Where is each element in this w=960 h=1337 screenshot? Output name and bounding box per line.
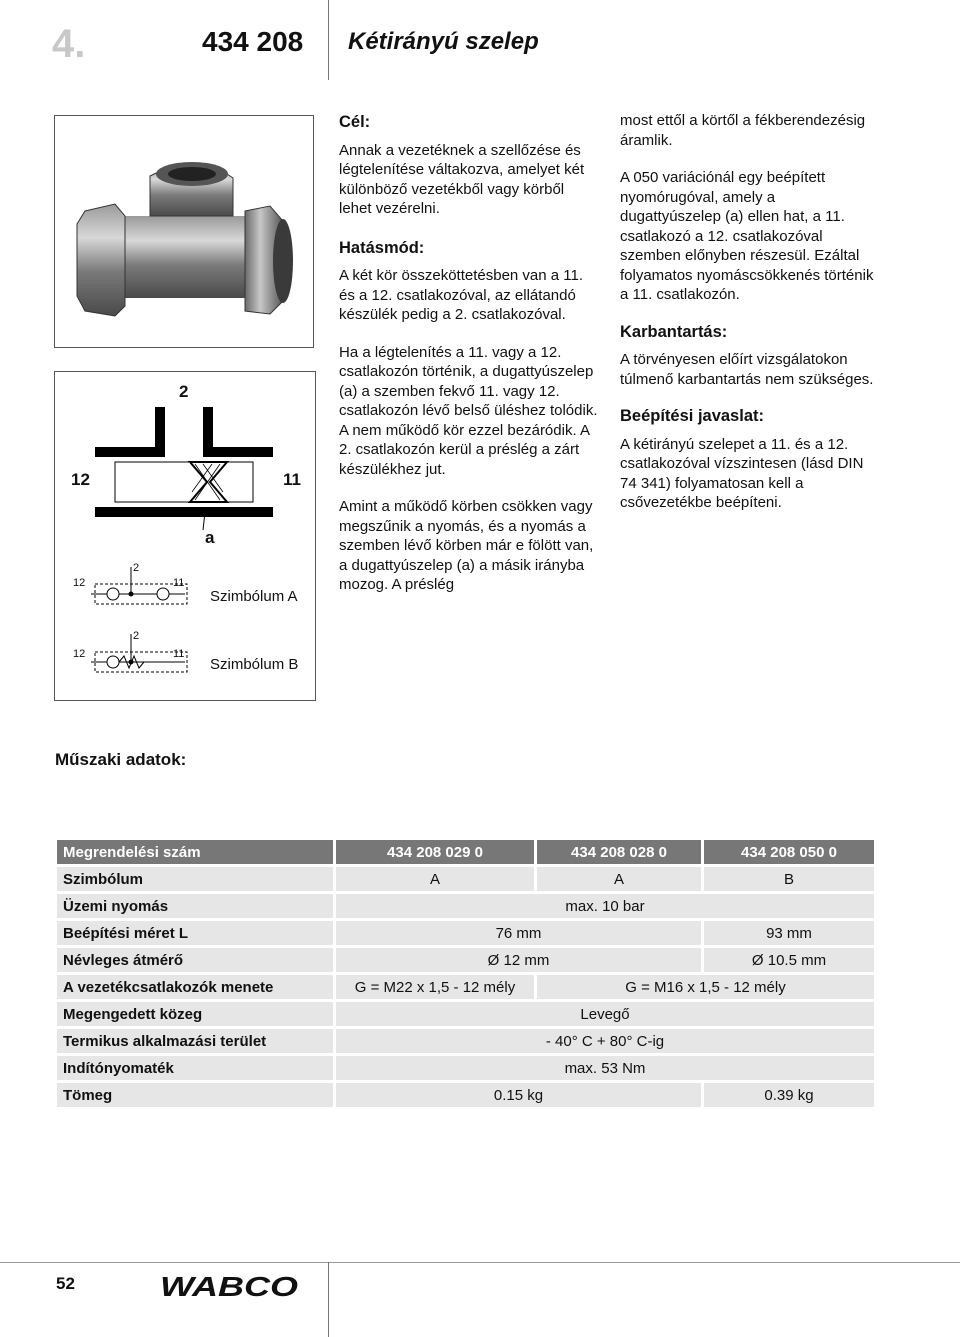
cell: max. 10 bar bbox=[336, 894, 874, 918]
cell: 0.39 kg bbox=[704, 1083, 874, 1107]
specs-table bbox=[54, 837, 877, 1110]
chapter-number: 4. bbox=[52, 22, 86, 66]
row-label: Névleges átmérő bbox=[57, 948, 333, 972]
header-cell: 434 208 028 0 bbox=[537, 840, 701, 864]
table-row bbox=[57, 840, 874, 864]
row-label: Megengedett közeg bbox=[57, 1002, 333, 1026]
symbol-b-port-12: 12 bbox=[73, 648, 86, 660]
symbol-a-port-11: 11 bbox=[173, 577, 185, 589]
operation-text-2: Ha a légtelenítés a 11. vagy a 12. csatlakozón történik, a dugattyúszelep (a) a szemben fekvő 11. vagy 12. csatlakozón lévő belső üléshez tolódik. A nem működő kör ezzel bezáródik. A 2. csatlakozón kerül a préslég a zárt készülékhez jut. bbox=[339, 343, 598, 478]
cell: G = M22 x 1,5 - 12 mély bbox=[336, 975, 534, 999]
cell: - 40° C + 80° C-ig bbox=[336, 1029, 874, 1053]
table-row bbox=[57, 894, 874, 918]
table-row bbox=[57, 867, 874, 891]
header-cell: 434 208 050 0 bbox=[704, 840, 874, 864]
middle-column bbox=[339, 113, 599, 613]
symbol-b-label: Szimbólum B bbox=[210, 656, 299, 673]
symbol-a-port-2: 2 bbox=[133, 562, 140, 574]
purpose-text: Annak a vezetéknek a szellőzése és légtelenítése váltakozva, amelyet két különböző vezetékből vagy körből lehet vezérelni. bbox=[339, 141, 585, 217]
footer-vertical-divider bbox=[328, 1262, 329, 1337]
cell: G = M16 x 1,5 - 12 mély bbox=[537, 975, 874, 999]
cell: A bbox=[336, 867, 534, 891]
maintenance-text: A törvényesen előírt vizsgálatokon túlmenő karbantartás nem szükséges. bbox=[620, 351, 874, 388]
port-11-label: 11 bbox=[283, 470, 301, 489]
cell: Ø 10.5 mm bbox=[704, 948, 874, 972]
operation-text-3: Amint a működő körben csökken vagy megszűnik a nyomás, és a nyomás a szemben lévő körben már e fölött van, a dugattyúszelep (a) a másik irányba mozog. A préslég bbox=[339, 498, 594, 593]
table-row bbox=[57, 948, 874, 972]
footer-divider bbox=[0, 1262, 960, 1263]
row-label: A vezetékcsatlakozók menete bbox=[57, 975, 333, 999]
header-divider bbox=[328, 0, 329, 80]
port-12-label: 12 bbox=[71, 470, 90, 489]
installation-text: A kétirányú szelepet a 11. és a 12. csatlakozóval vízszintesen (lásd DIN 74 341) folyamatosan kell a csővezetékbe beépíteni. bbox=[620, 435, 864, 511]
symbol-a-port-12: 12 bbox=[73, 577, 86, 589]
table-row bbox=[57, 975, 874, 999]
cell: B bbox=[704, 867, 874, 891]
symbol-b-port-2: 2 bbox=[133, 630, 140, 642]
table-row bbox=[57, 1083, 874, 1107]
page-title: Kétirányú szelep bbox=[348, 28, 539, 55]
specs-heading: Műszaki adatok: bbox=[55, 750, 187, 769]
row-label: Üzemi nyomás bbox=[57, 894, 333, 918]
maintenance-heading: Karbantartás: bbox=[620, 322, 728, 341]
cell: 93 mm bbox=[704, 921, 874, 945]
purpose-heading: Cél: bbox=[339, 113, 371, 131]
right-column bbox=[620, 111, 880, 531]
table-row bbox=[57, 1056, 874, 1080]
valve-photo-image bbox=[55, 116, 313, 347]
variant-text: A 050 variációnál egy beépített nyomórugóval, amely a dugattyúszelep (a) ellen hat, a 11. csatlakozó a 12. csatlakozóval szemben előnyben részesül. Ezáltal folyamatos nyomáscsökkenés történik a 11. csatlakozón. bbox=[620, 169, 874, 303]
row-label: Termikus alkalmazási terület bbox=[57, 1029, 333, 1053]
row-label: Indítónyomaték bbox=[57, 1056, 333, 1080]
cell: 0.15 kg bbox=[336, 1083, 701, 1107]
symbol-a-label: Szimbólum A bbox=[210, 588, 298, 605]
cell: A bbox=[537, 867, 701, 891]
header-label: Megrendelési szám bbox=[57, 840, 333, 864]
table-row bbox=[57, 1029, 874, 1053]
cell: Ø 12 mm bbox=[336, 948, 701, 972]
piston-label-a: a bbox=[205, 528, 215, 547]
schematic-diagram bbox=[54, 371, 316, 701]
cell: Levegő bbox=[336, 1002, 874, 1026]
row-label: Szimbólum bbox=[57, 867, 333, 891]
installation-heading: Beépítési javaslat: bbox=[620, 407, 764, 425]
port-2-label: 2 bbox=[179, 382, 189, 401]
logo-text: WABCO bbox=[160, 1271, 299, 1301]
cell: max. 53 Nm bbox=[336, 1056, 874, 1080]
wabco-logo bbox=[160, 1271, 300, 1301]
row-label: Beépítési méret L bbox=[57, 921, 333, 945]
operation-continued: most ettől a körtől a fékberendezésig áramlik. bbox=[620, 112, 866, 149]
cell: 76 mm bbox=[336, 921, 701, 945]
part-number: 434 208 bbox=[202, 26, 304, 57]
page-number: 52 bbox=[56, 1274, 75, 1293]
section-drawing bbox=[55, 372, 315, 700]
table-row bbox=[57, 1002, 874, 1026]
symbol-b-port-11: 11 bbox=[173, 648, 185, 660]
operation-heading: Hatásmód: bbox=[339, 238, 425, 257]
product-photo bbox=[54, 115, 314, 348]
row-label: Tömeg bbox=[57, 1083, 333, 1107]
table-row bbox=[57, 921, 874, 945]
header-cell: 434 208 029 0 bbox=[336, 840, 534, 864]
operation-text-1: A két kör összeköttetésben van a 11. és a 12. csatlakozóval, az ellátandó készülék pedig a 2. csatlakozóval. bbox=[339, 267, 584, 323]
